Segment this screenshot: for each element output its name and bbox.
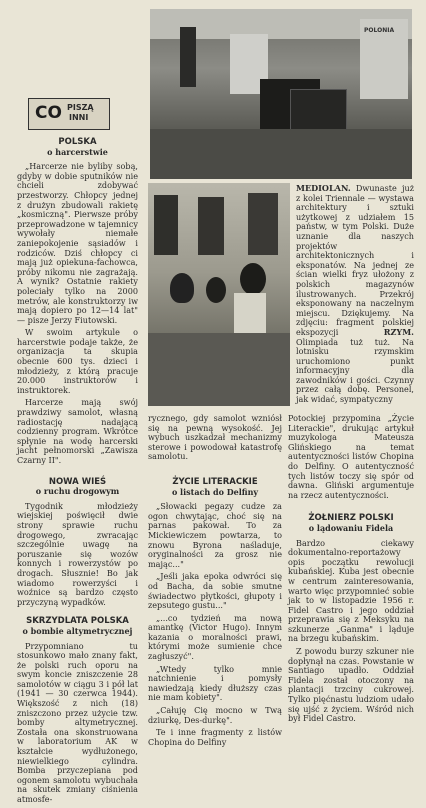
- rzym-lead: RZYM.: [383, 326, 414, 337]
- polska-paragraph: „Harcerze nie byliby sobą, gdyby w dobie sputników nie chcieli zdobywać przestworzy. Chłopcy jednej z drużyn zbudowali rakietę „kosmiczną". Pierwsze próby przeprowadzone w tajemnicy wywołały niemałe zaniepokojenie sąsiadów i rodziców. Dziś chłopcy ci mają już opiekuna-fachowca, próby nikomu nie zagrażają. A wynik? Ostatnie rakiety poleciały tylko na 2000 metrów, ale konstruktorzy iw mają dopiero po 12—14 lat" — pisze Jerzy Fiutowski.: [17, 161, 138, 325]
- zycie-paragraph: „Jeśli jaka epoka odwróci się od Bacha, da sobie smutne świadectwo płytkości, głupoty i zepsutego gustu...": [148, 571, 282, 611]
- zolnierz-heading: ŻOŁNIERZ POLSKI: [308, 513, 394, 524]
- zolnierz-paragraph: Bardzo ciekawy dokumentalno-reportażowy opis początku rewolucji kubańskiej. Kuba jest obecnie w centrum zainteresowania, warto więc przypomnieć sobie jak to w listopadzie 1956 r. Fidel Castro i jego oddział przeprawia się z Meksyku na szkunerze „Ganma" i ląduje na brzegu kubańskim.: [288, 537, 414, 644]
- zycie-paragraph: „Słowacki pegazy cudze za ogon chwytając, choć się na parnas pakował. To za Mickiewiczem powtarza, to znowu Byrona naśladuje, oryginalności za grosz nie mając...": [148, 501, 282, 569]
- polska-subheading: o harcerstwie: [47, 146, 108, 157]
- zolnierz-subheading: o lądowaniu Fidela: [308, 522, 394, 533]
- photo-caption-mediolan-rzym: [296, 184, 414, 408]
- exhibition-photo-milan: [150, 9, 412, 179]
- zycie-paragraph: „Całuję Cię mocno w Twą dziurkę, Des-durkę".: [148, 705, 282, 725]
- co-pisza-inni-logo: [28, 98, 110, 130]
- zycie-subheading: o listach do Delfiny: [171, 486, 259, 497]
- skrzydlata-continuation: rycznego, gdy samolot wzniósł się na pewną wysokość. Jej wybuch uszkadzał mechanizmy sterowe i powodował katastrofę samolotu.: [148, 413, 282, 462]
- article-column-right: [288, 414, 414, 727]
- zycie-paragraph: Te i inne fragmenty z listów Chopina do Delfiny: [148, 727, 282, 747]
- zycie-paragraph: „Wtedy tylko mnie natchnienie i pomysły nawiedzają kiedy dłuższy czas nie mam kobiety".: [148, 663, 282, 703]
- article-column-middle: [148, 414, 282, 750]
- nowa-wies-subheading: o ruchu drogowym: [35, 486, 120, 497]
- logo-co: CO: [35, 103, 62, 123]
- zycie-continuation: Potockiej przypomina „Życie Literackie", drukując artykuł muzykologa Mateusza Glińskiego na temat autentyczności listów Chopina do Delfiny. O autentyczność tych listów toczy się spór od dawna. Gliński argumentuje na rzecz autentyczności.: [288, 413, 414, 500]
- airport-info-desk-photo: [148, 183, 290, 406]
- logo-pisza: PISZĄ: [67, 103, 94, 112]
- zolnierz-paragraph: Z powodu burzy szkuner nie dopłynął na czas. Powstanie w Santiago upadło. Oddział Fidela został otoczony na plantacji trzciny cukrowej. Tylko pięćnastu ludziom udało się ujść z życiem. Wśród nich był Fidel Castro.: [288, 646, 414, 724]
- skrzydlata-paragraph: Przypomniano tu stosunkowo mało znany fakt, że polski ruch oporu na swym koncie zniszczenie 28 samolotów w ciągu 3 i pół lat (1941 — 30 czerwca 1944). Większość z nich (18) zniszczono przez użycie tzw. bomby altymetrycznej. Została ona skonstruowana w laboratorium AK w kształcie wydłużonego, niewielkiego cylindra. Bomba przyczepiana pod ogonem samolotu wybuchała na skutek zmiany ciśnienia atmosfe-: [17, 640, 138, 804]
- mediolan-text: Dwunaste już z kolei Triennale — wystawa architektury i sztuki użytkowej z udziałem 15 państw, w tym Polski. Duże uznanie dla naszych projektów architektonicznych i eksponatów. Na jednej ze ścian wielki fryz ułożony z polskich magazynów ilustrowanych. Przekrój eksponowany na naczelnym miejscu. Dziękujemy. Na zdjęciu: fragment polskiej ekspozycji: [296, 183, 414, 337]
- polska-heading: POLSKA: [58, 137, 97, 147]
- nowa-wies-heading: NOWA WIEŚ: [48, 476, 107, 487]
- skrzydlata-subheading: o bombie altymetrycznej: [22, 625, 133, 636]
- skrzydlata-heading: SKRZYDLATA POLSKA: [26, 616, 129, 627]
- zycie-paragraph: „...co tydzień ma nową amantkę (Victor Hugo). Innym kazania o moralności prawi, którymi może sumienie chce zagłuszyć".: [148, 612, 282, 662]
- polonia-sign: POLONIA: [364, 27, 395, 34]
- rzym-text: Olimpiada tuż tuż. Na lotnisku rzymskim uruchomiono punkt informacyjny dla zawodników i gości. Czynny przez całą dobę. Personel, jak widać, sympatyczny: [296, 336, 414, 405]
- zycie-heading: ŻYCIE LITERACKIE: [172, 476, 258, 487]
- nowa-wies-paragraph: Tygodnik młodzieży wiejskiej poświęcił dwie strony sprawie ruchu drogowego, zwracając szczególnie uwagę na poruszanie się wozów konnych i rowerzystów po drogach. Słusznie! Bo jak wiadomo rowerzyści i woźnice są bardzo często przyczyną wypadków.: [17, 500, 138, 607]
- article-column-left: [17, 138, 138, 808]
- polska-paragraph: W swoim artykule o harcerstwie podaje także, że organizacja ta skupia obecnie 600 tys. dzieci i młodzieży, z którą pracuje 20.000 instruktorów i instruktorek.: [17, 327, 138, 395]
- logo-inni: INNI: [69, 113, 89, 122]
- mediolan-lead: MEDIOLAN.: [296, 183, 351, 193]
- polska-paragraph: Harcerze mają swój prawdziwy samolot, własną radiostację nadającą codzienny program. Wkrótce spłynie na wodę harcerski jacht pełnomorski „Zawisza Czarny II".: [17, 397, 138, 465]
